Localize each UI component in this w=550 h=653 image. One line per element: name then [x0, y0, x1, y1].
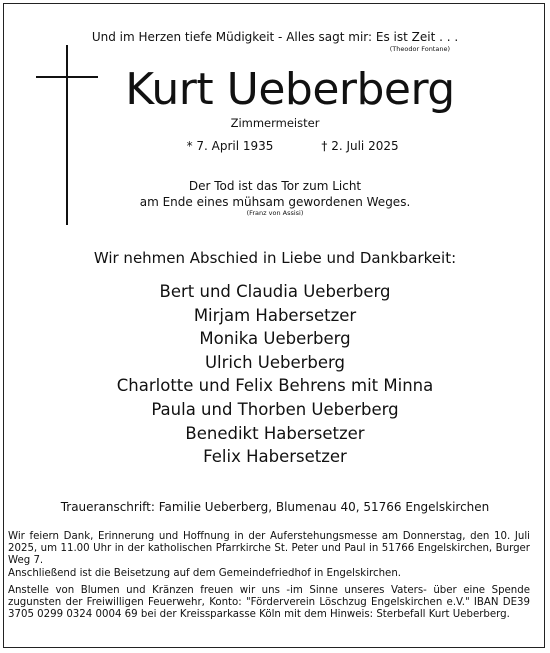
donation-notice: Anstelle von Blumen und Kränzen freuen wir uns -im Sinne unseres Vaters- über eine Spende zugunsten der Freiwilligen Feuerwehr, Konto: "Förderverein Löschzug Engelskirchen e.V." IBAN DE39 3705 0299 0324 0004 69 bei der Kreissparkasse Köln mit dem Hinweis: Sterbefall Kurt Ueberberg.: [8, 585, 530, 620]
mourner-name: Benedikt Habersetzer: [185, 423, 365, 443]
opening-quote-source: (Theodor Fontane): [389, 45, 450, 53]
mourning-address: Traueranschrift: Familie Ueberberg, Blumenau 40, 51766 Engelskirchen: [60, 500, 490, 514]
burial-notice: Anschließend ist die Beisetzung auf dem Gemeindefriedhof in Engelskirchen.: [8, 568, 402, 579]
mass-notice: Wir feiern Dank, Erinnerung und Hoffnung in der Auferstehungsmesse am Donnerstag, den 10. Juli 2025, um 11.00 Uhr in der katholischen Pfarrkirche St. Peter und Paul in 51766 Engelskirchen, Burger Weg 7.: [8, 531, 530, 566]
birth-date: * 7. April 1935: [186, 139, 274, 153]
motto: [0, 178, 550, 210]
cross-icon-horizontal: [36, 76, 98, 78]
mourner-name: Monika Ueberberg: [199, 329, 351, 349]
mourner-name: Mirjam Habersetzer: [193, 305, 357, 325]
mourner-name: Paula und Thorben Ueberberg: [151, 399, 399, 419]
mourners-list: [0, 280, 550, 469]
motto-line-1: Der Tod ist das Tor zum Licht: [188, 179, 362, 193]
opening-quote: Und im Herzen tiefe Müdigkeit - Alles sagt mir: Es ist Zeit . . .: [91, 30, 459, 44]
mourner-name: Charlotte und Felix Behrens mit Minna: [116, 376, 434, 396]
mourner-name: Felix Habersetzer: [203, 447, 347, 467]
motto-line-2: am Ende eines mühsam gewordenen Weges.: [139, 195, 411, 209]
mourner-name: Bert und Claudia Ueberberg: [159, 282, 391, 301]
deceased-occupation: Zimmermeister: [230, 116, 320, 130]
mourner-name: Ulrich Ueberberg: [204, 352, 346, 372]
motto-source: (Franz von Assisi): [246, 209, 304, 217]
deceased-name: Kurt Ueberberg: [125, 64, 455, 115]
farewell-statement: Wir nehmen Abschied in Liebe und Dankbarkeit:: [93, 249, 457, 267]
death-date: † 2. Juli 2025: [321, 139, 399, 153]
